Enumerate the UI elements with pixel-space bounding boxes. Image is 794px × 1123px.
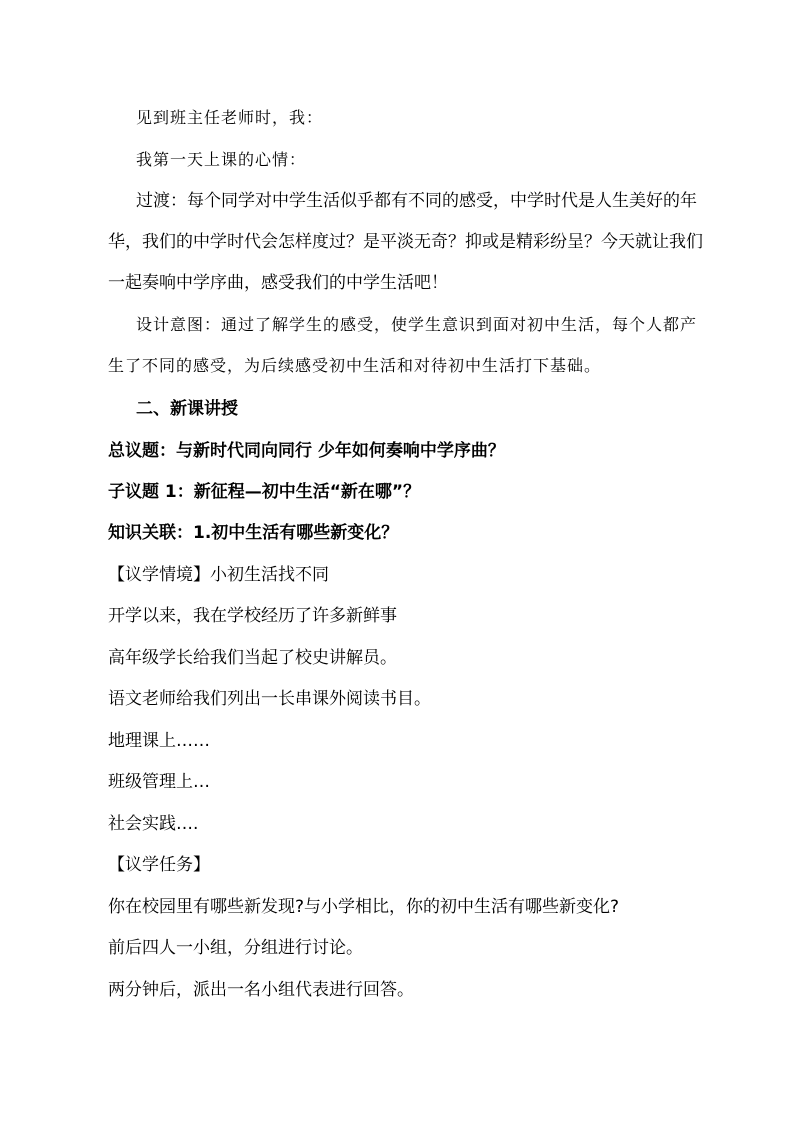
text-line: 你在校园里有哪些新发现?与小学相比，你的初中生活有哪些新变化? <box>108 897 620 917</box>
section-heading: 二、新课讲授 <box>136 399 238 419</box>
text-line: 社会实践…. <box>108 814 199 834</box>
text-line: 高年级学长给我们当起了校史讲解员。 <box>108 648 397 668</box>
text-line: 过渡：每个同学对中学生活似乎都有不同的感受，中学时代是人生美好的年 <box>136 191 697 211</box>
main-topic: 总议题：与新时代同向同行 少年如何奏响中学序曲？ <box>108 441 505 461</box>
text-line: 【议学任务】 <box>108 855 210 875</box>
text-line: 前后四人一小组，分组进行讨论。 <box>108 938 363 958</box>
text-line: 生了不同的感受，为后续感受初中生活和对待初中生活打下基础。 <box>108 356 602 375</box>
text-line: 设计意图：通过了解学生的感受，使学生意识到面对初中生活，每个人都产 <box>136 315 698 334</box>
text-line: 我第一天上课的心情： <box>136 150 307 169</box>
text-line: 班级管理上… <box>108 772 210 792</box>
text-line: 两分钟后，派出一名小组代表进行回答。 <box>108 980 414 1000</box>
text-line: 一起奏响中学序曲，感受我们的中学生活吧！ <box>108 273 448 293</box>
text-line: 【议学情境】小初生活找不同 <box>108 565 329 585</box>
knowledge-link: 知识关联：1.初中生活有哪些新变化？ <box>108 523 399 543</box>
sub-topic: 子议题 1：新征程—初中生活“新在哪”？ <box>108 482 421 502</box>
text-line: 开学以来，我在学校经历了许多新鲜事 <box>108 606 397 626</box>
text-line: 地理课上…… <box>108 731 210 751</box>
text-line: 华，我们的中学时代会怎样度过？是平淡无奇？抑或是精彩纷呈？今天就让我们 <box>108 232 703 252</box>
text-line: 语文老师给我们列出一长串课外阅读书目。 <box>108 689 431 709</box>
text-line: 见到班主任老师时，我： <box>136 108 324 127</box>
